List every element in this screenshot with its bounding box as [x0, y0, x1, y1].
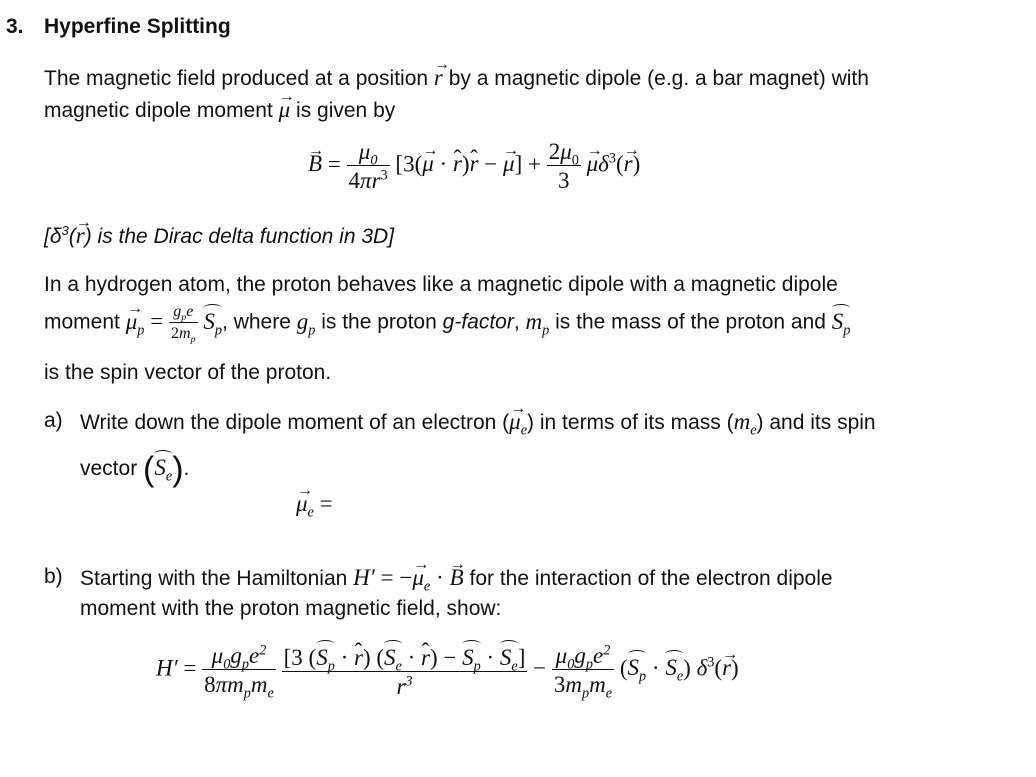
section-number: 3.: [6, 15, 24, 38]
hamiltonian-equation: H′ = $\frac{\mu_0g_pe^2}{8\pi m_pm_e}$ $\frac{[3 (S_p \cdot ˆ r) (S_e \cdot ˆ r) - S_p \cdot S_e]}{r^3}$ − $\frac{\mu_0g_pe^2}{3m_pm_e}$ $(S_p \cdot S_e)$ $\delta^3(\to r)$: [156, 642, 739, 698]
proton-line-1: In a hydrogen atom, the proton behaves like a magnetic dipole with a magnetic dipole: [44, 273, 838, 296]
part-a-line-1: Write down the dipole moment of an electron (→ $\mu_e$) in terms of its mass $(m_e)$ and its spin: [80, 410, 876, 433]
electron-moment-answer: → $\mu_e$ =: [296, 492, 333, 515]
section-title: Hyperfine Splitting: [44, 15, 231, 38]
proton-line-3: is the spin vector of the proton.: [44, 361, 332, 384]
magnetic-field-equation: → B = $\frac{\mu_0}{4\pi r^3}$ [3(→ μ · ˆ r)ˆ r − → μ] + $\frac{2\mu_0}{3}$ → $\mu\delta^3(\to r)$: [308, 140, 640, 192]
intro-line-2: magnetic dipole moment → μ is given by: [44, 98, 395, 121]
part-a-label: a): [44, 409, 63, 432]
part-a-line-2: vector $(S_e)$.: [80, 450, 190, 489]
part-b-line-2: moment with the proton magnetic field, show:: [80, 597, 502, 620]
part-b-label: b): [44, 565, 63, 588]
part-b-line-1: Starting with the Hamiltonian H′ = −→ $\mu_e$ · → B for the interaction of the electron dipole: [80, 566, 833, 589]
proton-line-2: moment → $\mu_p$ = $\frac{g_pe}{2m_p}$ $S_p$, where $g_p$ is the proton g-factor, $m_p$ is the mass of the proton and $S_p$: [44, 304, 850, 342]
intro-line-1: The magnetic field produced at a position → r by a magnetic dipole (e.g. a bar magnet) with: [44, 66, 869, 89]
delta-note: [$\delta^3(\to r)$ is the Dirac delta function in 3D]: [44, 224, 394, 247]
